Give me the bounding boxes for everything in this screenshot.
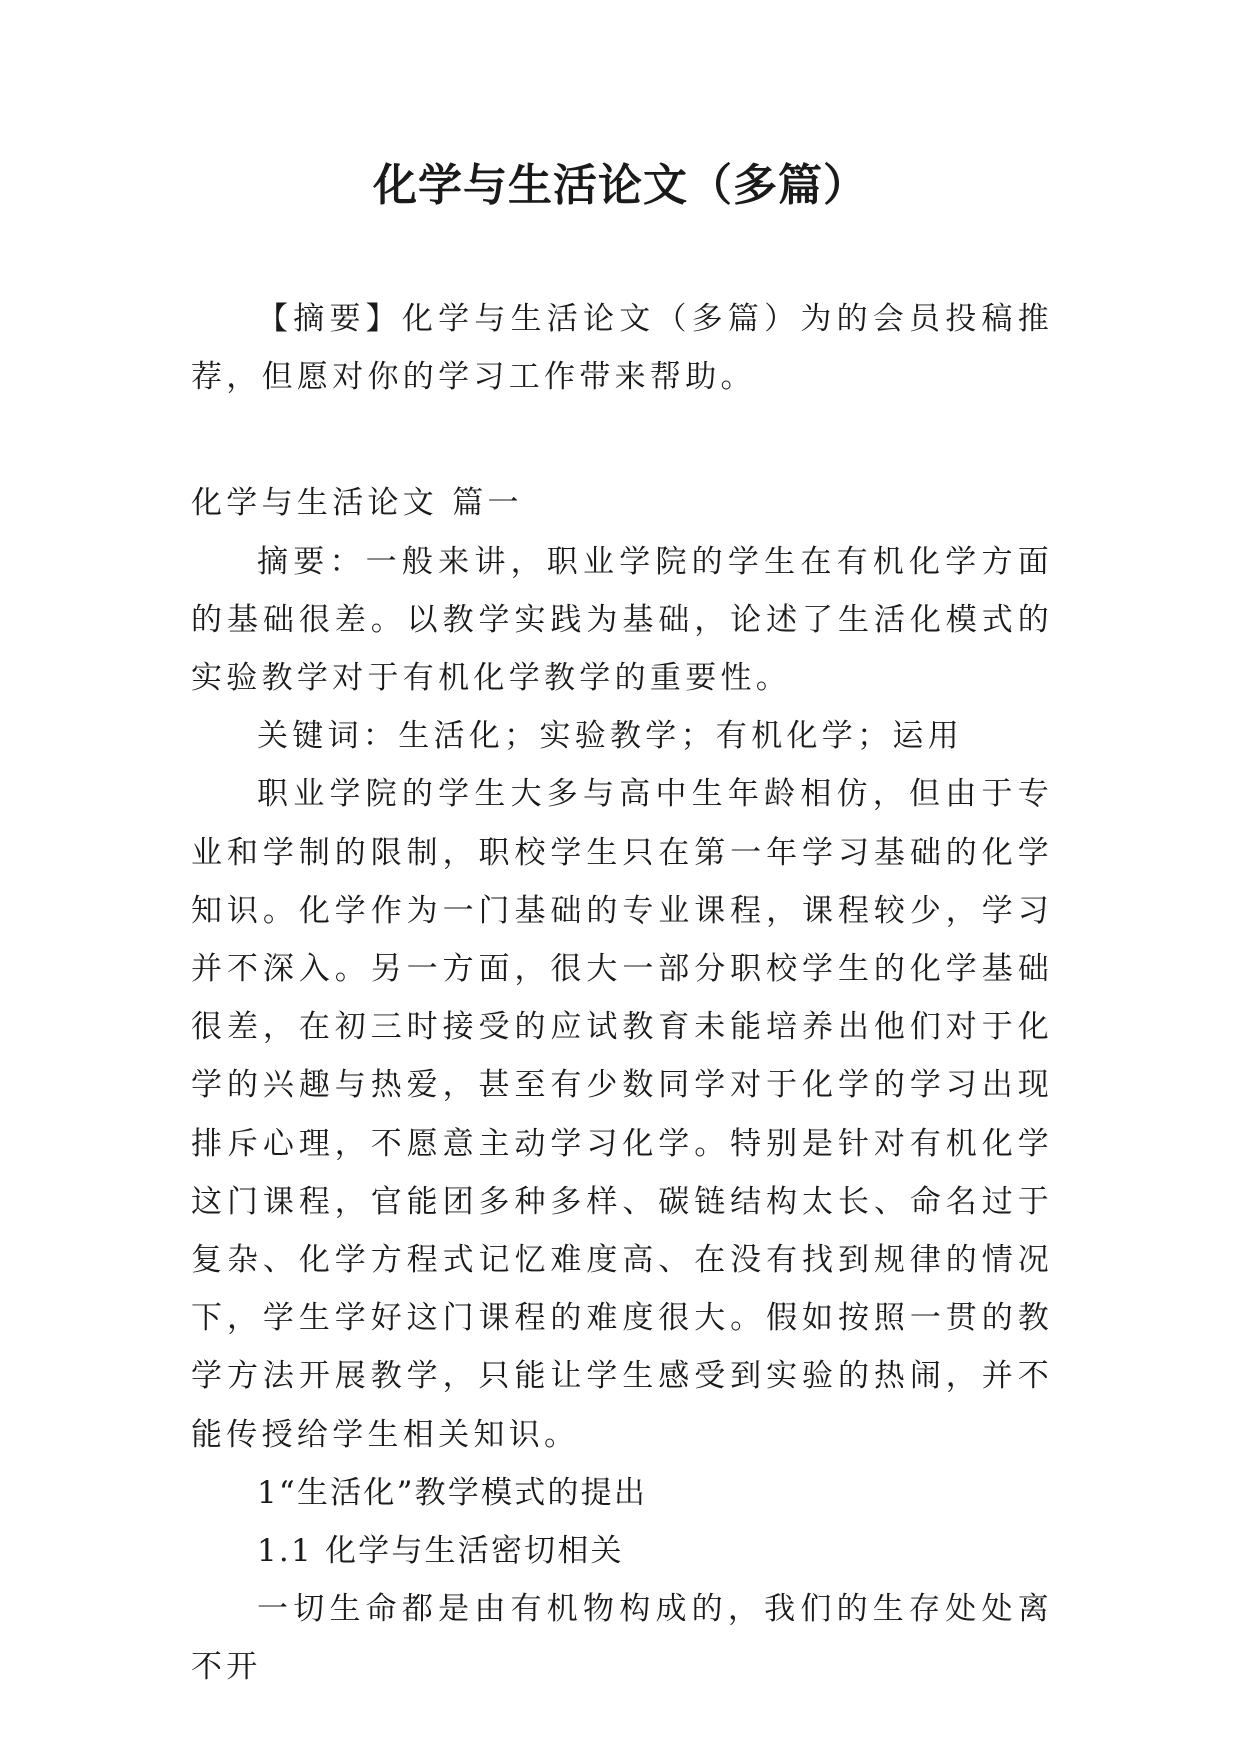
heading-1-1: 1.1 化学与生活密切相关 [257, 1533, 624, 1570]
document-body [191, 290, 1053, 1697]
body-paragraph: 职业学院的学生大多与高中生年龄相仿，但由于专业和学制的限制，职校学生只在第一年学习基础的化学知识。化学作为一门基础的专业课程，课程较少，学习并不深入。另一方面，很大一部分职校学生的化学基础很差，在初三时接受的应试教育未能培养出他们对于化学的兴趣与热爱，甚至有少数同学对于化学的学习出现排斥心理，不愿意主动学习化学。特别是针对有机化学这门课程，官能团多种多样、碳链结构太长、命名过于复杂、化学方程式记忆难度高、在没有找到规律的情况下，学生学好这门课程的难度很大。假如按照一贯的教学方法开展教学，只能让学生感受到实验的热闹，并不能传授给学生相关知识。 [191, 776, 1053, 1453]
document-title: 化学与生活论文（多篇） [373, 160, 868, 211]
keywords-paragraph: 关键词：生活化；实验教学；有机化学；运用 [257, 718, 963, 755]
summary-paragraph: 摘要：一般来讲，职业学院的学生在有机化学方面的基础很差。以教学实践为基础，论述了生活化模式的实验教学对于有机化学教学的重要性。 [191, 543, 1053, 697]
abstract-paragraph: 【摘要】化学与生活论文（多篇）为的会员投稿推荐，但愿对你的学习工作带来帮助。 [191, 301, 1053, 396]
spacer [191, 406, 1053, 474]
heading-1: 1“生活化”教学模式的提出 [257, 1474, 648, 1511]
last-paragraph: 一切生命都是由有机物构成的，我们的生存处处离不开 [191, 1591, 1053, 1686]
section-title: 化学与生活论文 篇一 [191, 485, 523, 522]
